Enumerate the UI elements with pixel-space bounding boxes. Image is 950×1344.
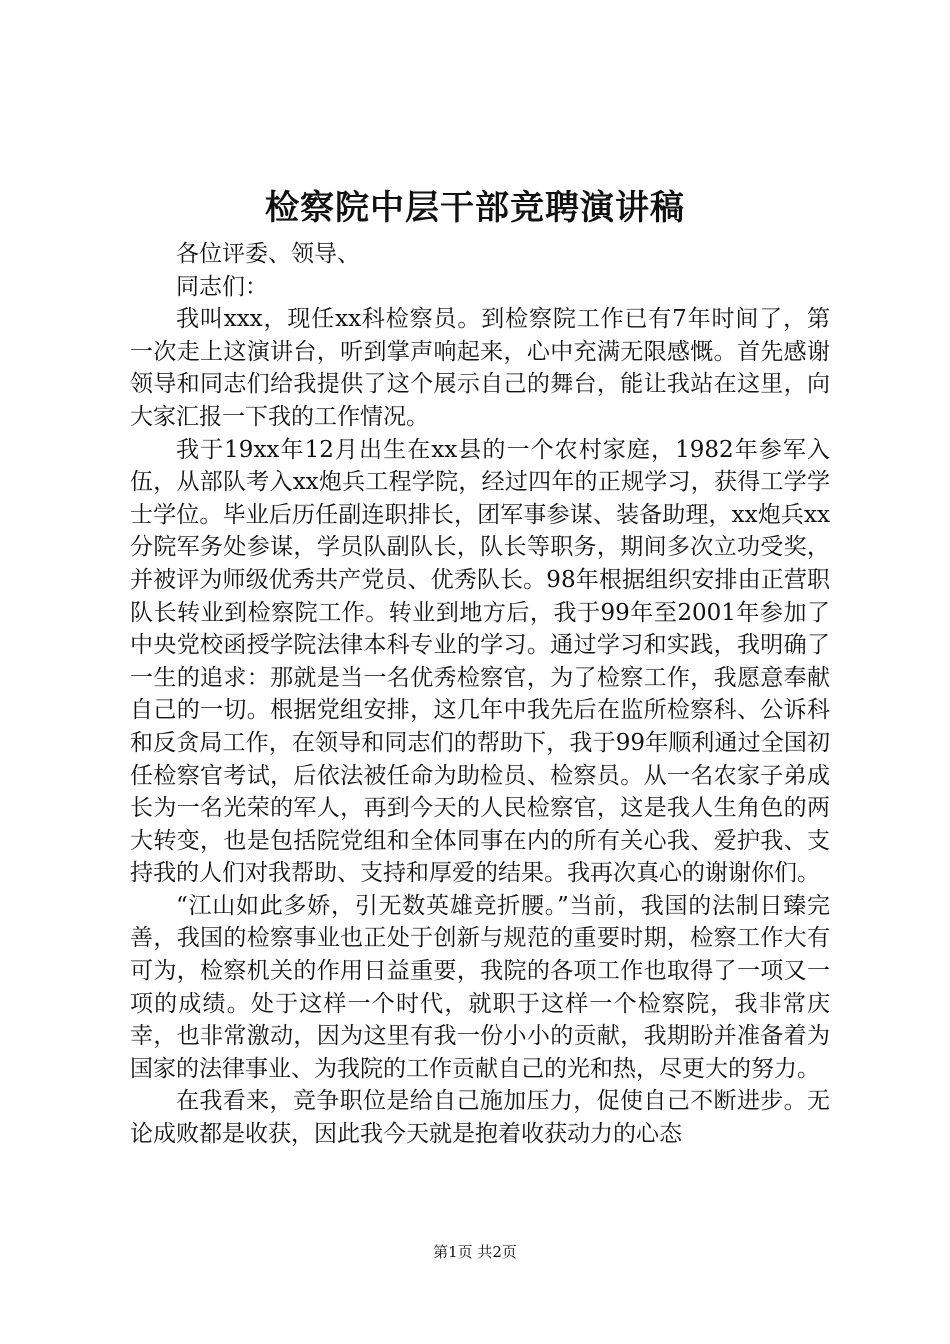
paragraph-competition: 在我看来，竞争职位是给自己施加压力，促使自己不断进步。无论成败都是收获，因此我今天就是抱着收获动力的心态 xyxy=(130,1088,830,1148)
page-footer: 第1页 共2页 xyxy=(433,1243,517,1261)
paragraph-background: 我于19xx年12月出生在xx县的一个农村家庭，1982年参军入伍，从部队考入xx炮兵工程学院，经过四年的正规学习，获得工学学士学位。毕业后历任副连职排长，团军事参谋、装备助理，xx炮兵xx分院军务处参谋，学员队副队长，队长等职务，期间多次立功受奖，并被评为师级优秀共产党员、优秀队长。98年根据组织安排由正营职队长转业到检察院工作。转业到地方后，我于99年至2001年参加了中央党校函授学院法律本科专业的学习。通过学习和实践，我明确了一生的追求：那就是当一名优秀检察官，为了检察工作，我愿意奉献自己的一切。根据党组安排，这几年中我先后在监所检察科、公诉科和反贪局工作，在领导和同志们的帮助下，我于99年顺利通过全国初任检察官考试，后依法被任命为助检员、检察员。从一名农家子弟成长为一名光荣的军人，再到今天的人民检察官，这是我人生角色的两大转变，也是包括院党组和全体同事在内的所有关心我、爱护我、支持我的人们对我帮助、支持和厚爱的结果。我再次真心的谢谢你们。 xyxy=(130,436,830,887)
salutation-line-2: 同志们： xyxy=(176,273,268,300)
document-title: 检察院中层干部竞聘演讲稿 xyxy=(265,188,685,228)
document-body xyxy=(130,238,830,1151)
paragraph-introduction: 我叫xxx，现任xx科检察员。到检察院工作已有7年时间了，第一次走上这演讲台，听到掌声响起来，心中充满无限感慨。首先感谢领导和同志们给我提供了这个展示自己的舞台，能让我站在这里，向大家汇报一下我的工作情况。 xyxy=(130,306,830,430)
paragraph-era: “江山如此多娇，引无数英雄竞折腰。”当前，我国的法制日臻完善，我国的检察事业也正处于创新与规范的重要时期，检察工作大有可为，检察机关的作用日益重要，我院的各项工作也取得了一项又一项的成绩。处于这样一个时代，就职于这样一个检察院，我非常庆幸，也非常激动，因为这里有我一份小小的贡献，我期盼并准备着为国家的法律事业、为我院的工作贡献自己的光和热，尽更大的努力。 xyxy=(130,892,830,1082)
salutation-line-1: 各位评委、领导、 xyxy=(176,241,360,267)
